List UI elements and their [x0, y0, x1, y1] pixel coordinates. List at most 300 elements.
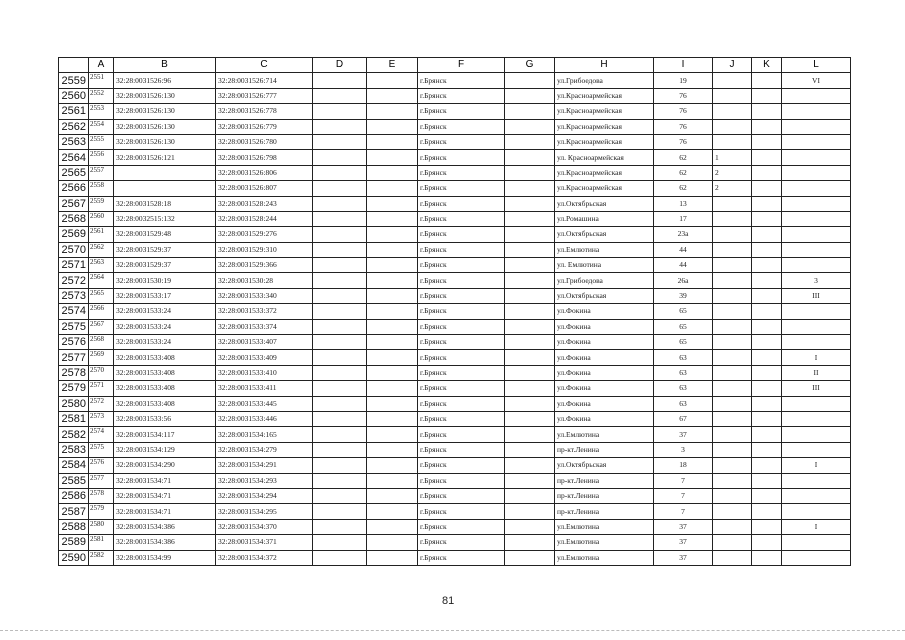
cell-c[interactable]: 32:28:0031534:370 — [216, 519, 313, 534]
row-number[interactable]: 2560 — [59, 88, 89, 103]
cell-k[interactable] — [752, 535, 782, 550]
cell-h[interactable]: ул.Октябрьская — [555, 227, 654, 242]
cell-k[interactable] — [752, 196, 782, 211]
cell-a[interactable]: 2557 — [89, 165, 114, 180]
cell-i[interactable]: 7 — [654, 504, 713, 519]
cell-e[interactable] — [367, 288, 418, 303]
cell-d[interactable] — [313, 73, 367, 88]
cell-g[interactable] — [505, 227, 555, 242]
cell-e[interactable] — [367, 273, 418, 288]
cell-c[interactable]: 32:28:0031534:279 — [216, 442, 313, 457]
row-number[interactable]: 2564 — [59, 150, 89, 165]
cell-a[interactable]: 2582 — [89, 550, 114, 565]
cell-g[interactable] — [505, 519, 555, 534]
cell-b[interactable]: 32:28:0031534:386 — [114, 535, 216, 550]
cell-h[interactable]: ул.Емлютина — [555, 427, 654, 442]
cell-f[interactable]: г.Брянск — [418, 104, 505, 119]
cell-l[interactable]: I — [782, 350, 851, 365]
cell-k[interactable] — [752, 458, 782, 473]
cell-b[interactable]: 32:28:0031526:130 — [114, 104, 216, 119]
cell-d[interactable] — [313, 335, 367, 350]
cell-k[interactable] — [752, 488, 782, 503]
cell-j[interactable]: 1 — [713, 150, 752, 165]
cell-a[interactable]: 2580 — [89, 519, 114, 534]
cell-j[interactable] — [713, 504, 752, 519]
cell-j[interactable] — [713, 458, 752, 473]
cell-i[interactable]: 39 — [654, 288, 713, 303]
column-header-c[interactable]: C — [216, 58, 313, 73]
cell-k[interactable] — [752, 550, 782, 565]
cell-a[interactable]: 2556 — [89, 150, 114, 165]
cell-h[interactable]: ул.Ромашина — [555, 211, 654, 226]
cell-i[interactable]: 37 — [654, 519, 713, 534]
row-number[interactable]: 2586 — [59, 488, 89, 503]
cell-h[interactable]: ул.Емлютина — [555, 535, 654, 550]
cell-k[interactable] — [752, 258, 782, 273]
column-header-e[interactable]: E — [367, 58, 418, 73]
cell-e[interactable] — [367, 396, 418, 411]
cell-j[interactable] — [713, 258, 752, 273]
cell-h[interactable]: ул.Фокина — [555, 319, 654, 334]
row-number[interactable]: 2569 — [59, 227, 89, 242]
cell-g[interactable] — [505, 165, 555, 180]
cell-g[interactable] — [505, 211, 555, 226]
cell-b[interactable]: 32:28:0031534:71 — [114, 488, 216, 503]
cell-a[interactable]: 2553 — [89, 104, 114, 119]
cell-f[interactable]: г.Брянск — [418, 165, 505, 180]
cell-h[interactable]: ул.Фокина — [555, 411, 654, 426]
cell-c[interactable]: 32:28:0031529:366 — [216, 258, 313, 273]
column-header-j[interactable]: J — [713, 58, 752, 73]
cell-l[interactable] — [782, 119, 851, 134]
cell-e[interactable] — [367, 535, 418, 550]
cell-c[interactable]: 32:28:0031528:244 — [216, 211, 313, 226]
row-number[interactable]: 2588 — [59, 519, 89, 534]
cell-a[interactable]: 2555 — [89, 134, 114, 149]
cell-h[interactable]: пр-кт.Ленина — [555, 473, 654, 488]
cell-f[interactable]: г.Брянск — [418, 134, 505, 149]
cell-g[interactable] — [505, 304, 555, 319]
row-number[interactable]: 2580 — [59, 396, 89, 411]
cell-i[interactable]: 67 — [654, 411, 713, 426]
cell-e[interactable] — [367, 150, 418, 165]
cell-k[interactable] — [752, 319, 782, 334]
column-header-k[interactable]: K — [752, 58, 782, 73]
column-header-l[interactable]: L — [782, 58, 851, 73]
cell-b[interactable]: 32:28:0031534:71 — [114, 504, 216, 519]
cell-e[interactable] — [367, 242, 418, 257]
cell-d[interactable] — [313, 473, 367, 488]
cell-h[interactable]: ул.Фокина — [555, 335, 654, 350]
cell-i[interactable]: 7 — [654, 473, 713, 488]
cell-g[interactable] — [505, 411, 555, 426]
cell-f[interactable]: г.Брянск — [418, 242, 505, 257]
row-number[interactable]: 2584 — [59, 458, 89, 473]
cell-j[interactable]: 2 — [713, 165, 752, 180]
cell-i[interactable]: 3 — [654, 442, 713, 457]
column-header-b[interactable]: B — [114, 58, 216, 73]
cell-e[interactable] — [367, 181, 418, 196]
cell-f[interactable]: г.Брянск — [418, 381, 505, 396]
cell-e[interactable] — [367, 350, 418, 365]
cell-d[interactable] — [313, 134, 367, 149]
cell-b[interactable]: 32:28:0031529:48 — [114, 227, 216, 242]
cell-h[interactable]: ул.Грибоедова — [555, 73, 654, 88]
cell-a[interactable]: 2565 — [89, 288, 114, 303]
cell-j[interactable] — [713, 242, 752, 257]
cell-a[interactable]: 2577 — [89, 473, 114, 488]
cell-f[interactable]: г.Брянск — [418, 73, 505, 88]
cell-c[interactable]: 32:28:0031526:780 — [216, 134, 313, 149]
cell-k[interactable] — [752, 304, 782, 319]
row-number[interactable]: 2574 — [59, 304, 89, 319]
cell-a[interactable]: 2576 — [89, 458, 114, 473]
row-number[interactable]: 2565 — [59, 165, 89, 180]
cell-j[interactable] — [713, 273, 752, 288]
cell-h[interactable]: пр-кт.Ленина — [555, 504, 654, 519]
cell-i[interactable]: 37 — [654, 427, 713, 442]
cell-l[interactable] — [782, 104, 851, 119]
cell-e[interactable] — [367, 119, 418, 134]
cell-k[interactable] — [752, 88, 782, 103]
cell-a[interactable]: 2567 — [89, 319, 114, 334]
cell-f[interactable]: г.Брянск — [418, 273, 505, 288]
cell-b[interactable]: 32:28:0031533:24 — [114, 304, 216, 319]
cell-i[interactable]: 26а — [654, 273, 713, 288]
cell-b[interactable]: 32:28:0031533:24 — [114, 319, 216, 334]
row-number[interactable]: 2570 — [59, 242, 89, 257]
row-number[interactable]: 2587 — [59, 504, 89, 519]
cell-i[interactable]: 65 — [654, 319, 713, 334]
cell-l[interactable] — [782, 473, 851, 488]
cell-c[interactable]: 32:28:0031526:778 — [216, 104, 313, 119]
cell-l[interactable] — [782, 550, 851, 565]
cell-h[interactable]: ул.Фокина — [555, 350, 654, 365]
cell-k[interactable] — [752, 411, 782, 426]
cell-a[interactable]: 2554 — [89, 119, 114, 134]
cell-a[interactable]: 2578 — [89, 488, 114, 503]
cell-h[interactable]: ул.Фокина — [555, 381, 654, 396]
cell-d[interactable] — [313, 196, 367, 211]
cell-k[interactable] — [752, 427, 782, 442]
cell-h[interactable]: ул.Емлютина — [555, 550, 654, 565]
cell-h[interactable]: ул.Октябрьская — [555, 196, 654, 211]
cell-b[interactable]: 32:28:0031528:18 — [114, 196, 216, 211]
cell-i[interactable]: 76 — [654, 88, 713, 103]
cell-h[interactable]: ул.Фокина — [555, 304, 654, 319]
cell-e[interactable] — [367, 519, 418, 534]
row-number[interactable]: 2571 — [59, 258, 89, 273]
cell-l[interactable]: I — [782, 519, 851, 534]
cell-d[interactable] — [313, 273, 367, 288]
cell-c[interactable]: 32:28:0031529:310 — [216, 242, 313, 257]
cell-i[interactable]: 23а — [654, 227, 713, 242]
cell-j[interactable] — [713, 519, 752, 534]
cell-c[interactable]: 32:28:0031533:411 — [216, 381, 313, 396]
cell-b[interactable]: 32:28:0031526:96 — [114, 73, 216, 88]
row-number[interactable]: 2573 — [59, 288, 89, 303]
cell-i[interactable]: 19 — [654, 73, 713, 88]
cell-l[interactable] — [782, 165, 851, 180]
cell-k[interactable] — [752, 242, 782, 257]
cell-c[interactable]: 32:28:0031526:779 — [216, 119, 313, 134]
cell-e[interactable] — [367, 458, 418, 473]
cell-i[interactable]: 63 — [654, 365, 713, 380]
cell-g[interactable] — [505, 134, 555, 149]
cell-f[interactable]: г.Брянск — [418, 473, 505, 488]
cell-c[interactable]: 32:28:0031534:294 — [216, 488, 313, 503]
cell-i[interactable]: 18 — [654, 458, 713, 473]
cell-i[interactable]: 17 — [654, 211, 713, 226]
cell-f[interactable]: г.Брянск — [418, 211, 505, 226]
cell-l[interactable] — [782, 396, 851, 411]
row-number[interactable]: 2561 — [59, 104, 89, 119]
cell-c[interactable]: 32:28:0031533:407 — [216, 335, 313, 350]
cell-b[interactable]: 32:28:0031533:408 — [114, 396, 216, 411]
cell-l[interactable] — [782, 181, 851, 196]
cell-i[interactable]: 65 — [654, 304, 713, 319]
cell-g[interactable] — [505, 242, 555, 257]
cell-b[interactable]: 32:28:0032515:132 — [114, 211, 216, 226]
cell-b[interactable]: 32:28:0031533:17 — [114, 288, 216, 303]
cell-f[interactable]: г.Брянск — [418, 519, 505, 534]
row-number[interactable]: 2563 — [59, 134, 89, 149]
cell-b[interactable]: 32:28:0031534:99 — [114, 550, 216, 565]
cell-f[interactable]: г.Брянск — [418, 350, 505, 365]
cell-l[interactable] — [782, 242, 851, 257]
cell-b[interactable]: 32:28:0031534:71 — [114, 473, 216, 488]
cell-g[interactable] — [505, 119, 555, 134]
cell-k[interactable] — [752, 288, 782, 303]
cell-d[interactable] — [313, 488, 367, 503]
cell-e[interactable] — [367, 104, 418, 119]
cell-h[interactable]: ул.Красноармейская — [555, 119, 654, 134]
cell-g[interactable] — [505, 196, 555, 211]
row-number[interactable]: 2585 — [59, 473, 89, 488]
cell-h[interactable]: ул.Емлютина — [555, 242, 654, 257]
cell-d[interactable] — [313, 288, 367, 303]
cell-k[interactable] — [752, 442, 782, 457]
cell-c[interactable]: 32:28:0031533:446 — [216, 411, 313, 426]
cell-d[interactable] — [313, 519, 367, 534]
cell-g[interactable] — [505, 427, 555, 442]
cell-h[interactable]: ул.Октябрьская — [555, 288, 654, 303]
cell-d[interactable] — [313, 181, 367, 196]
cell-d[interactable] — [313, 304, 367, 319]
cell-l[interactable] — [782, 227, 851, 242]
cell-j[interactable] — [713, 442, 752, 457]
cell-d[interactable] — [313, 211, 367, 226]
cell-l[interactable]: II — [782, 365, 851, 380]
cell-d[interactable] — [313, 381, 367, 396]
cell-i[interactable]: 37 — [654, 550, 713, 565]
cell-l[interactable] — [782, 411, 851, 426]
cell-d[interactable] — [313, 427, 367, 442]
cell-e[interactable] — [367, 319, 418, 334]
cell-g[interactable] — [505, 288, 555, 303]
cell-e[interactable] — [367, 73, 418, 88]
cell-k[interactable] — [752, 381, 782, 396]
cell-c[interactable]: 32:28:0031528:243 — [216, 196, 313, 211]
cell-j[interactable] — [713, 381, 752, 396]
cell-g[interactable] — [505, 335, 555, 350]
cell-g[interactable] — [505, 273, 555, 288]
cell-a[interactable]: 2575 — [89, 442, 114, 457]
cell-i[interactable]: 7 — [654, 488, 713, 503]
cell-e[interactable] — [367, 258, 418, 273]
cell-d[interactable] — [313, 150, 367, 165]
cell-j[interactable] — [713, 411, 752, 426]
cell-j[interactable] — [713, 73, 752, 88]
cell-c[interactable]: 32:28:0031526:777 — [216, 88, 313, 103]
row-number[interactable]: 2567 — [59, 196, 89, 211]
cell-f[interactable]: г.Брянск — [418, 442, 505, 457]
cell-b[interactable]: 32:28:0031534:117 — [114, 427, 216, 442]
cell-b[interactable] — [114, 181, 216, 196]
cell-c[interactable]: 32:28:0031533:410 — [216, 365, 313, 380]
cell-i[interactable]: 65 — [654, 335, 713, 350]
cell-b[interactable]: 32:28:0031529:37 — [114, 258, 216, 273]
cell-d[interactable] — [313, 550, 367, 565]
cell-k[interactable] — [752, 504, 782, 519]
cell-f[interactable]: г.Брянск — [418, 227, 505, 242]
cell-d[interactable] — [313, 104, 367, 119]
cell-i[interactable]: 13 — [654, 196, 713, 211]
cell-e[interactable] — [367, 427, 418, 442]
cell-a[interactable]: 2560 — [89, 211, 114, 226]
cell-b[interactable]: 32:28:0031529:37 — [114, 242, 216, 257]
cell-l[interactable]: I — [782, 458, 851, 473]
cell-i[interactable]: 76 — [654, 104, 713, 119]
cell-l[interactable] — [782, 427, 851, 442]
cell-c[interactable]: 32:28:0031534:165 — [216, 427, 313, 442]
cell-f[interactable]: г.Брянск — [418, 258, 505, 273]
cell-g[interactable] — [505, 381, 555, 396]
cell-a[interactable]: 2568 — [89, 335, 114, 350]
cell-a[interactable]: 2562 — [89, 242, 114, 257]
cell-g[interactable] — [505, 442, 555, 457]
cell-l[interactable]: 3 — [782, 273, 851, 288]
cell-h[interactable]: ул.Грибоедова — [555, 273, 654, 288]
cell-i[interactable]: 44 — [654, 258, 713, 273]
row-number[interactable]: 2559 — [59, 73, 89, 88]
cell-j[interactable] — [713, 196, 752, 211]
cell-j[interactable] — [713, 304, 752, 319]
row-number[interactable]: 2572 — [59, 273, 89, 288]
cell-a[interactable]: 2561 — [89, 227, 114, 242]
cell-c[interactable]: 32:28:0031530:28 — [216, 273, 313, 288]
column-header-h[interactable]: H — [555, 58, 654, 73]
cell-d[interactable] — [313, 411, 367, 426]
cell-j[interactable] — [713, 550, 752, 565]
cell-h[interactable]: ул.Красноармейская — [555, 104, 654, 119]
cell-a[interactable]: 2571 — [89, 381, 114, 396]
cell-c[interactable]: 32:28:0031534:293 — [216, 473, 313, 488]
row-number[interactable]: 2583 — [59, 442, 89, 457]
cell-c[interactable]: 32:28:0031534:372 — [216, 550, 313, 565]
cell-j[interactable] — [713, 134, 752, 149]
cell-g[interactable] — [505, 535, 555, 550]
cell-b[interactable]: 32:28:0031526:130 — [114, 119, 216, 134]
row-number[interactable]: 2589 — [59, 535, 89, 550]
cell-b[interactable]: 32:28:0031534:386 — [114, 519, 216, 534]
row-number[interactable]: 2581 — [59, 411, 89, 426]
row-number[interactable]: 2562 — [59, 119, 89, 134]
cell-f[interactable]: г.Брянск — [418, 119, 505, 134]
cell-f[interactable]: г.Брянск — [418, 458, 505, 473]
cell-g[interactable] — [505, 488, 555, 503]
cell-j[interactable] — [713, 319, 752, 334]
cell-g[interactable] — [505, 473, 555, 488]
cell-a[interactable]: 2570 — [89, 365, 114, 380]
cell-c[interactable]: 32:28:0031533:409 — [216, 350, 313, 365]
cell-j[interactable] — [713, 335, 752, 350]
cell-b[interactable]: 32:28:0031533:408 — [114, 381, 216, 396]
row-number[interactable]: 2566 — [59, 181, 89, 196]
cell-c[interactable]: 32:28:0031529:276 — [216, 227, 313, 242]
cell-d[interactable] — [313, 350, 367, 365]
cell-k[interactable] — [752, 165, 782, 180]
cell-g[interactable] — [505, 73, 555, 88]
cell-f[interactable]: г.Брянск — [418, 396, 505, 411]
cell-j[interactable] — [713, 211, 752, 226]
cell-g[interactable] — [505, 504, 555, 519]
cell-i[interactable]: 62 — [654, 165, 713, 180]
cell-e[interactable] — [367, 165, 418, 180]
cell-g[interactable] — [505, 150, 555, 165]
cell-h[interactable]: ул.Октябрьская — [555, 458, 654, 473]
cell-l[interactable] — [782, 535, 851, 550]
cell-e[interactable] — [367, 504, 418, 519]
cell-j[interactable] — [713, 473, 752, 488]
cell-j[interactable] — [713, 104, 752, 119]
cell-g[interactable] — [505, 396, 555, 411]
cell-c[interactable]: 32:28:0031526:798 — [216, 150, 313, 165]
cell-b[interactable]: 32:28:0031533:56 — [114, 411, 216, 426]
cell-f[interactable]: г.Брянск — [418, 488, 505, 503]
cell-e[interactable] — [367, 335, 418, 350]
cell-g[interactable] — [505, 458, 555, 473]
cell-h[interactable]: пр-кт.Ленина — [555, 488, 654, 503]
cell-c[interactable]: 32:28:0031526:806 — [216, 165, 313, 180]
cell-f[interactable]: г.Брянск — [418, 181, 505, 196]
cell-k[interactable] — [752, 350, 782, 365]
cell-c[interactable]: 32:28:0031533:372 — [216, 304, 313, 319]
cell-k[interactable] — [752, 119, 782, 134]
cell-g[interactable] — [505, 365, 555, 380]
cell-d[interactable] — [313, 504, 367, 519]
cell-c[interactable]: 32:28:0031534:291 — [216, 458, 313, 473]
cell-d[interactable] — [313, 119, 367, 134]
cell-e[interactable] — [367, 227, 418, 242]
cell-k[interactable] — [752, 396, 782, 411]
cell-a[interactable]: 2564 — [89, 273, 114, 288]
row-number[interactable]: 2568 — [59, 211, 89, 226]
cell-l[interactable] — [782, 258, 851, 273]
cell-f[interactable]: г.Брянск — [418, 535, 505, 550]
cell-d[interactable] — [313, 365, 367, 380]
cell-l[interactable] — [782, 319, 851, 334]
cell-g[interactable] — [505, 550, 555, 565]
cell-f[interactable]: г.Брянск — [418, 88, 505, 103]
cell-f[interactable]: г.Брянск — [418, 365, 505, 380]
cell-l[interactable] — [782, 211, 851, 226]
cell-l[interactable] — [782, 88, 851, 103]
cell-j[interactable] — [713, 350, 752, 365]
cell-e[interactable] — [367, 381, 418, 396]
cell-e[interactable] — [367, 442, 418, 457]
cell-l[interactable] — [782, 150, 851, 165]
